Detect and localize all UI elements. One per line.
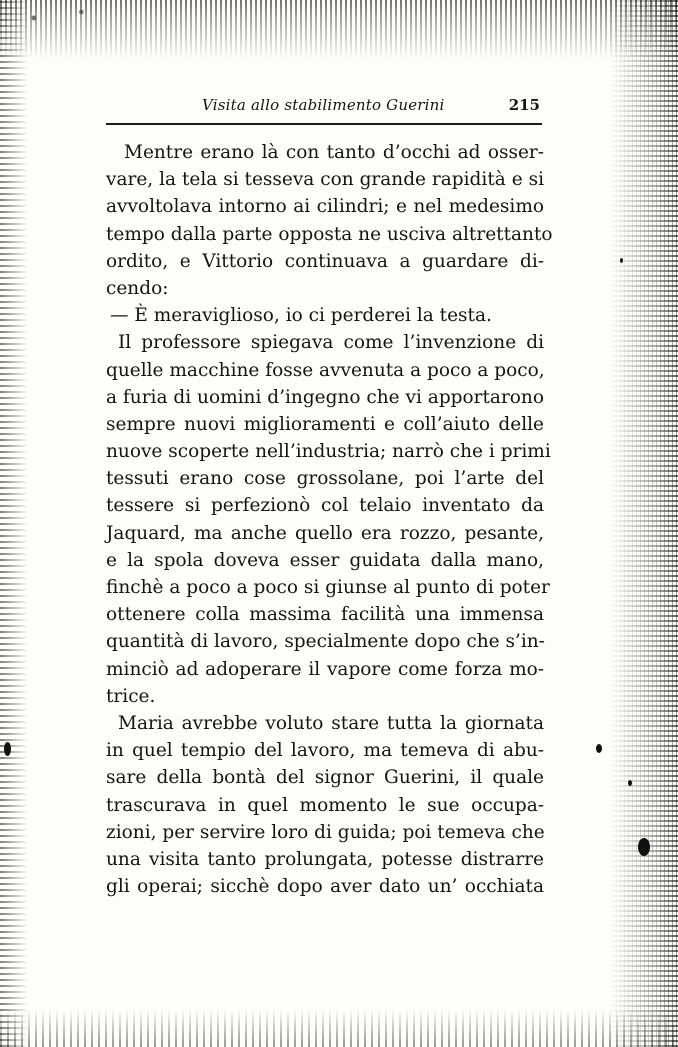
scan-noise-top: [0, 0, 678, 60]
text-line: e la spola doveva esser guidata dalla mano,: [106, 549, 544, 571]
text-line: zioni, per servire loro di guida; poi temeva che: [106, 821, 545, 843]
text-line: tempo dalla parte opposta ne usciva altrettanto: [106, 223, 553, 245]
scan-noise-left: [0, 0, 30, 1047]
text-line: Maria avrebbe voluto stare tutta la giornata: [118, 712, 544, 734]
text-line: sempre nuovi miglioramenti e coll’aiuto delle: [106, 413, 544, 435]
text-line: minciò ad adoperare il vapore come forza mo-: [106, 658, 544, 680]
scan-noise-right: [608, 0, 678, 1047]
text-line: Mentre erano là con tanto d’occhi ad osser-: [124, 142, 544, 163]
text-line: Jaquard, ma anche quello era rozzo, pesante,: [106, 522, 544, 544]
text-line: quantità di lavoro, specialmente dopo che s’in-: [106, 631, 545, 653]
text-line: vare, la tela si tesseva con grande rapidità e si: [106, 169, 544, 191]
text-line: trascurava in quel momento le sue occupa-: [106, 794, 544, 816]
text-line: trice.: [106, 685, 156, 707]
text-line: avvoltolava intorno ai cilindri; e nel medesimo: [106, 196, 544, 218]
scan-noise-bottom: [0, 1007, 678, 1047]
ink-blot: [4, 742, 11, 756]
ink-blot: [596, 744, 602, 753]
body-text: [106, 139, 553, 900]
ink-blot: [638, 838, 650, 856]
text-line: tessere si perfezionò col telaio inventato da: [106, 495, 544, 517]
text-line: nuove scoperte nell’industria; narrò che i primi: [106, 441, 551, 463]
ink-blot: [620, 258, 623, 263]
text-line: quelle macchine fosse avvenuta a poco a poco,: [106, 359, 545, 381]
ink-blot: [628, 780, 632, 786]
text-line: ottenere colla massima facilità una immensa: [106, 604, 544, 626]
text-line: Il professore spiegava come l’invenzione di: [118, 332, 544, 354]
dialogue-line: — È meraviglioso, io ci perderei la testa.: [110, 305, 492, 327]
text-line: sare della bontà del signor Guerini, il quale: [106, 767, 544, 789]
text-line: gli operai; sicchè dopo aver dato un’ occhiata: [106, 876, 544, 898]
text-line: tessuti erano cose grossolane, poi l’arte del: [106, 468, 544, 490]
text-line: cendo:: [106, 277, 169, 299]
header-rule: [106, 123, 542, 125]
text-line: in quel tempio del lavoro, ma temeva di abu-: [106, 740, 544, 762]
text-line: finchè a poco a poco si giunse al punto di poter: [106, 577, 550, 598]
text-line: ordito, e Vittorio continuava a guardare di-: [106, 250, 544, 272]
page-number: 215: [508, 96, 540, 114]
running-head: [106, 96, 544, 120]
text-line: una visita tanto prolungata, potesse distrarre: [106, 848, 544, 870]
text-line: a furia di uomini d’ingegno che vi apportarono: [106, 386, 544, 408]
running-head-title: Visita allo stabilimento Guerini: [202, 96, 445, 114]
